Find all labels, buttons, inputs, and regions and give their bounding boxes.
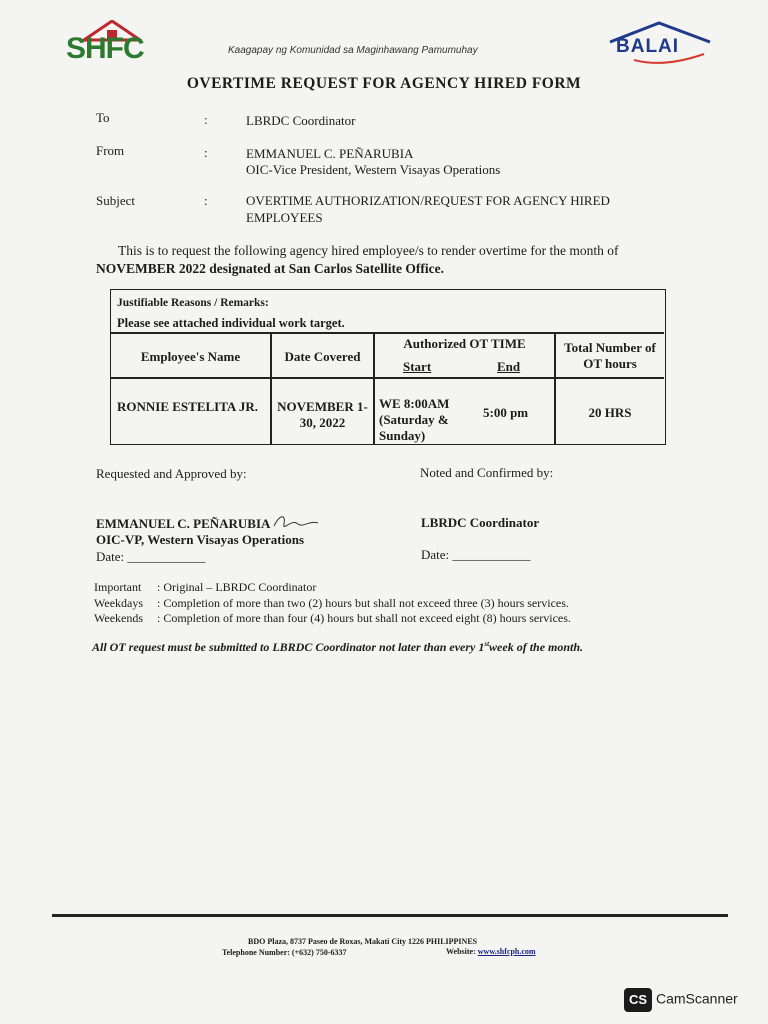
footer-website — [446, 947, 536, 956]
shfc-logo-text: SHFC — [66, 32, 144, 65]
to-colon: : — [204, 112, 208, 127]
deadline-text: All OT request must be submitted to LBRDC Coordinator not later than every 1 — [92, 640, 485, 654]
balai-logo — [604, 20, 716, 66]
row-end-time: 5:00 pm — [483, 405, 529, 420]
confirmer-name: LBRDC Coordinator — [421, 515, 540, 530]
form-title: OVERTIME REQUEST FOR AGENCY HIRED FORM — [186, 75, 582, 92]
from-label: From — [96, 143, 125, 158]
weekdays-label: Weekdays — [94, 596, 144, 610]
deadline-text-end: week of the month. — [489, 640, 584, 654]
table-rule — [111, 377, 664, 379]
camscanner-icon: CS — [624, 988, 652, 1012]
remarks-value: Please see attached individual work target. — [117, 316, 345, 330]
from-name: EMMANUEL C. PEÑARUBIA — [246, 146, 414, 161]
from-position: OIC-Vice President, Western Visayas Operations — [246, 162, 501, 177]
important-label: Important — [94, 580, 142, 594]
to-label: To — [96, 110, 110, 125]
camscanner-label: CamScanner — [656, 990, 738, 1007]
row-date-covered: NOVEMBER 1-30, 2022 — [277, 399, 368, 430]
row-total-hours: 20 HRS — [588, 405, 632, 420]
approver-position: OIC-VP, Western Visayas Operations — [96, 532, 305, 547]
header-date-covered: Date Covered — [284, 349, 361, 364]
paragraph-month: NOVEMBER 2022 — [96, 261, 206, 276]
website-label: Website: — [446, 947, 478, 956]
remarks-label: Justifiable Reasons / Remarks: — [117, 297, 269, 309]
header-start: Start — [403, 359, 432, 374]
noted-label: Noted and Confirmed by: — [420, 465, 554, 480]
row-start-time: WE 8:00AM (Saturday & Sunday) — [379, 396, 450, 443]
subject-label: Subject — [96, 193, 135, 208]
subject-value: OVERTIME AUTHORIZATION/REQUEST FOR AGENCY HIRED EMPLOYEES — [246, 193, 610, 225]
submission-deadline-note — [92, 640, 583, 655]
to-value: LBRDC Coordinator — [246, 113, 356, 128]
deadline-superscript: st — [484, 640, 490, 648]
shfc-logo — [66, 20, 168, 66]
balai-logo-text: BALAI — [616, 36, 680, 57]
camscanner-watermark — [624, 988, 738, 1012]
request-paragraph — [96, 242, 676, 278]
paragraph-line-1: This is to request the following agency hired employee/s to render overtime for the month of — [118, 243, 619, 258]
confirmer-date: Date: ____________ — [421, 547, 531, 562]
approver-date: Date: ____________ — [96, 549, 206, 564]
important-value: : Original – LBRDC Coordinator — [157, 580, 317, 594]
header-employee-name: Employee's Name — [140, 349, 241, 364]
weekends-value: : Completion of more than four (4) hours but shall not exceed eight (8) hours services. — [157, 611, 571, 625]
approver-name: EMMANUEL C. PEÑARUBIA — [96, 516, 271, 531]
table-rule — [111, 332, 664, 334]
header-end: End — [497, 359, 521, 374]
website-link[interactable]: www.shfcph.com — [477, 947, 536, 956]
weekends-label: Weekends — [94, 611, 144, 625]
signature-icon — [270, 510, 322, 534]
overtime-table — [110, 289, 666, 445]
row-employee-name: RONNIE ESTELITA JR. — [117, 399, 258, 414]
header-total-hours: Total Number of OT hours — [564, 340, 656, 371]
from-colon: : — [204, 145, 208, 160]
footer-address: BDO Plaza, 8737 Paseo de Roxas, Makati City 1226 PHILIPPINES — [248, 937, 478, 946]
footer-phone: Telephone Number: (+632) 750-6337 — [222, 948, 347, 957]
header-authorized-ot: Authorized OT TIME — [403, 336, 526, 351]
subject-colon: : — [204, 193, 208, 208]
paragraph-location: designated at San Carlos Satellite Office. — [205, 261, 444, 276]
agency-tagline: Kaagapay ng Komunidad sa Maginhawang Pamumuhay — [228, 45, 478, 56]
weekdays-value: : Completion of more than two (2) hours but shall not exceed three (3) hours services. — [157, 596, 569, 610]
footer-divider — [52, 914, 728, 917]
requested-label: Requested and Approved by: — [96, 466, 247, 481]
